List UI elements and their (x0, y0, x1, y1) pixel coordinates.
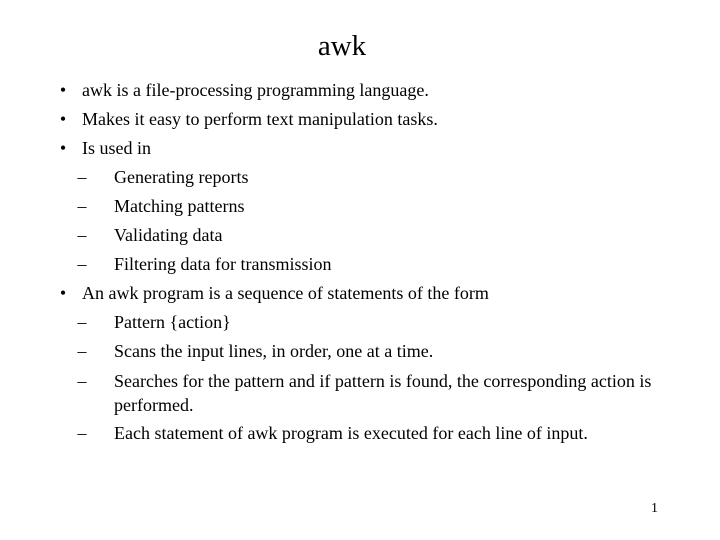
bullet-text: Makes it easy to perform text manipulation tasks. (82, 109, 438, 129)
bullet-icon: • (59, 138, 67, 158)
bullet-item (56, 279, 696, 308)
sub-bullet-item (56, 250, 696, 279)
dash-icon: – (77, 371, 87, 391)
sub-bullet-item (56, 221, 696, 250)
dash-icon: – (77, 341, 87, 361)
dash-icon: – (77, 196, 87, 216)
sub-bullet-item (56, 366, 696, 419)
sub-bullet-text: Generating reports (114, 167, 249, 187)
sub-bullet-text: Scans the input lines, in order, one at a time. (114, 341, 434, 361)
sub-bullet-text: Searches for the pattern and if pattern is found, the corresponding action is performed. (114, 371, 652, 415)
bullet-item (56, 76, 696, 105)
bullet-icon: • (59, 109, 67, 129)
bullet-item (56, 105, 696, 134)
dash-icon: – (77, 423, 87, 443)
bullet-text: Is used in (82, 138, 151, 158)
sub-bullet-text: Each statement of awk program is executed for each line of input. (114, 423, 588, 443)
dash-icon: – (77, 312, 87, 332)
bullet-item (56, 134, 696, 163)
sub-bullet-text: Pattern {action} (114, 312, 231, 332)
sub-bullet-text: Matching patterns (114, 196, 245, 216)
sub-bullet-item (56, 308, 696, 337)
sub-bullet-item (56, 337, 696, 366)
sub-bullet-text: Filtering data for transmission (114, 254, 332, 274)
slide-title: awk (317, 30, 367, 62)
bullet-text: awk is a file-processing programming language. (82, 80, 429, 100)
dash-icon: – (77, 225, 87, 245)
page-number: 1 (651, 501, 658, 516)
sub-bullet-item (56, 419, 696, 448)
sub-bullet-text: Validating data (114, 225, 223, 245)
dash-icon: – (77, 254, 87, 274)
dash-icon: – (77, 167, 87, 187)
bullet-icon: • (59, 283, 67, 303)
bullet-text: An awk program is a sequence of statements of the form (82, 283, 489, 303)
bullet-icon: • (59, 80, 67, 100)
sub-bullet-item (56, 192, 696, 221)
sub-bullet-item (56, 163, 696, 192)
slide-body (56, 76, 696, 448)
